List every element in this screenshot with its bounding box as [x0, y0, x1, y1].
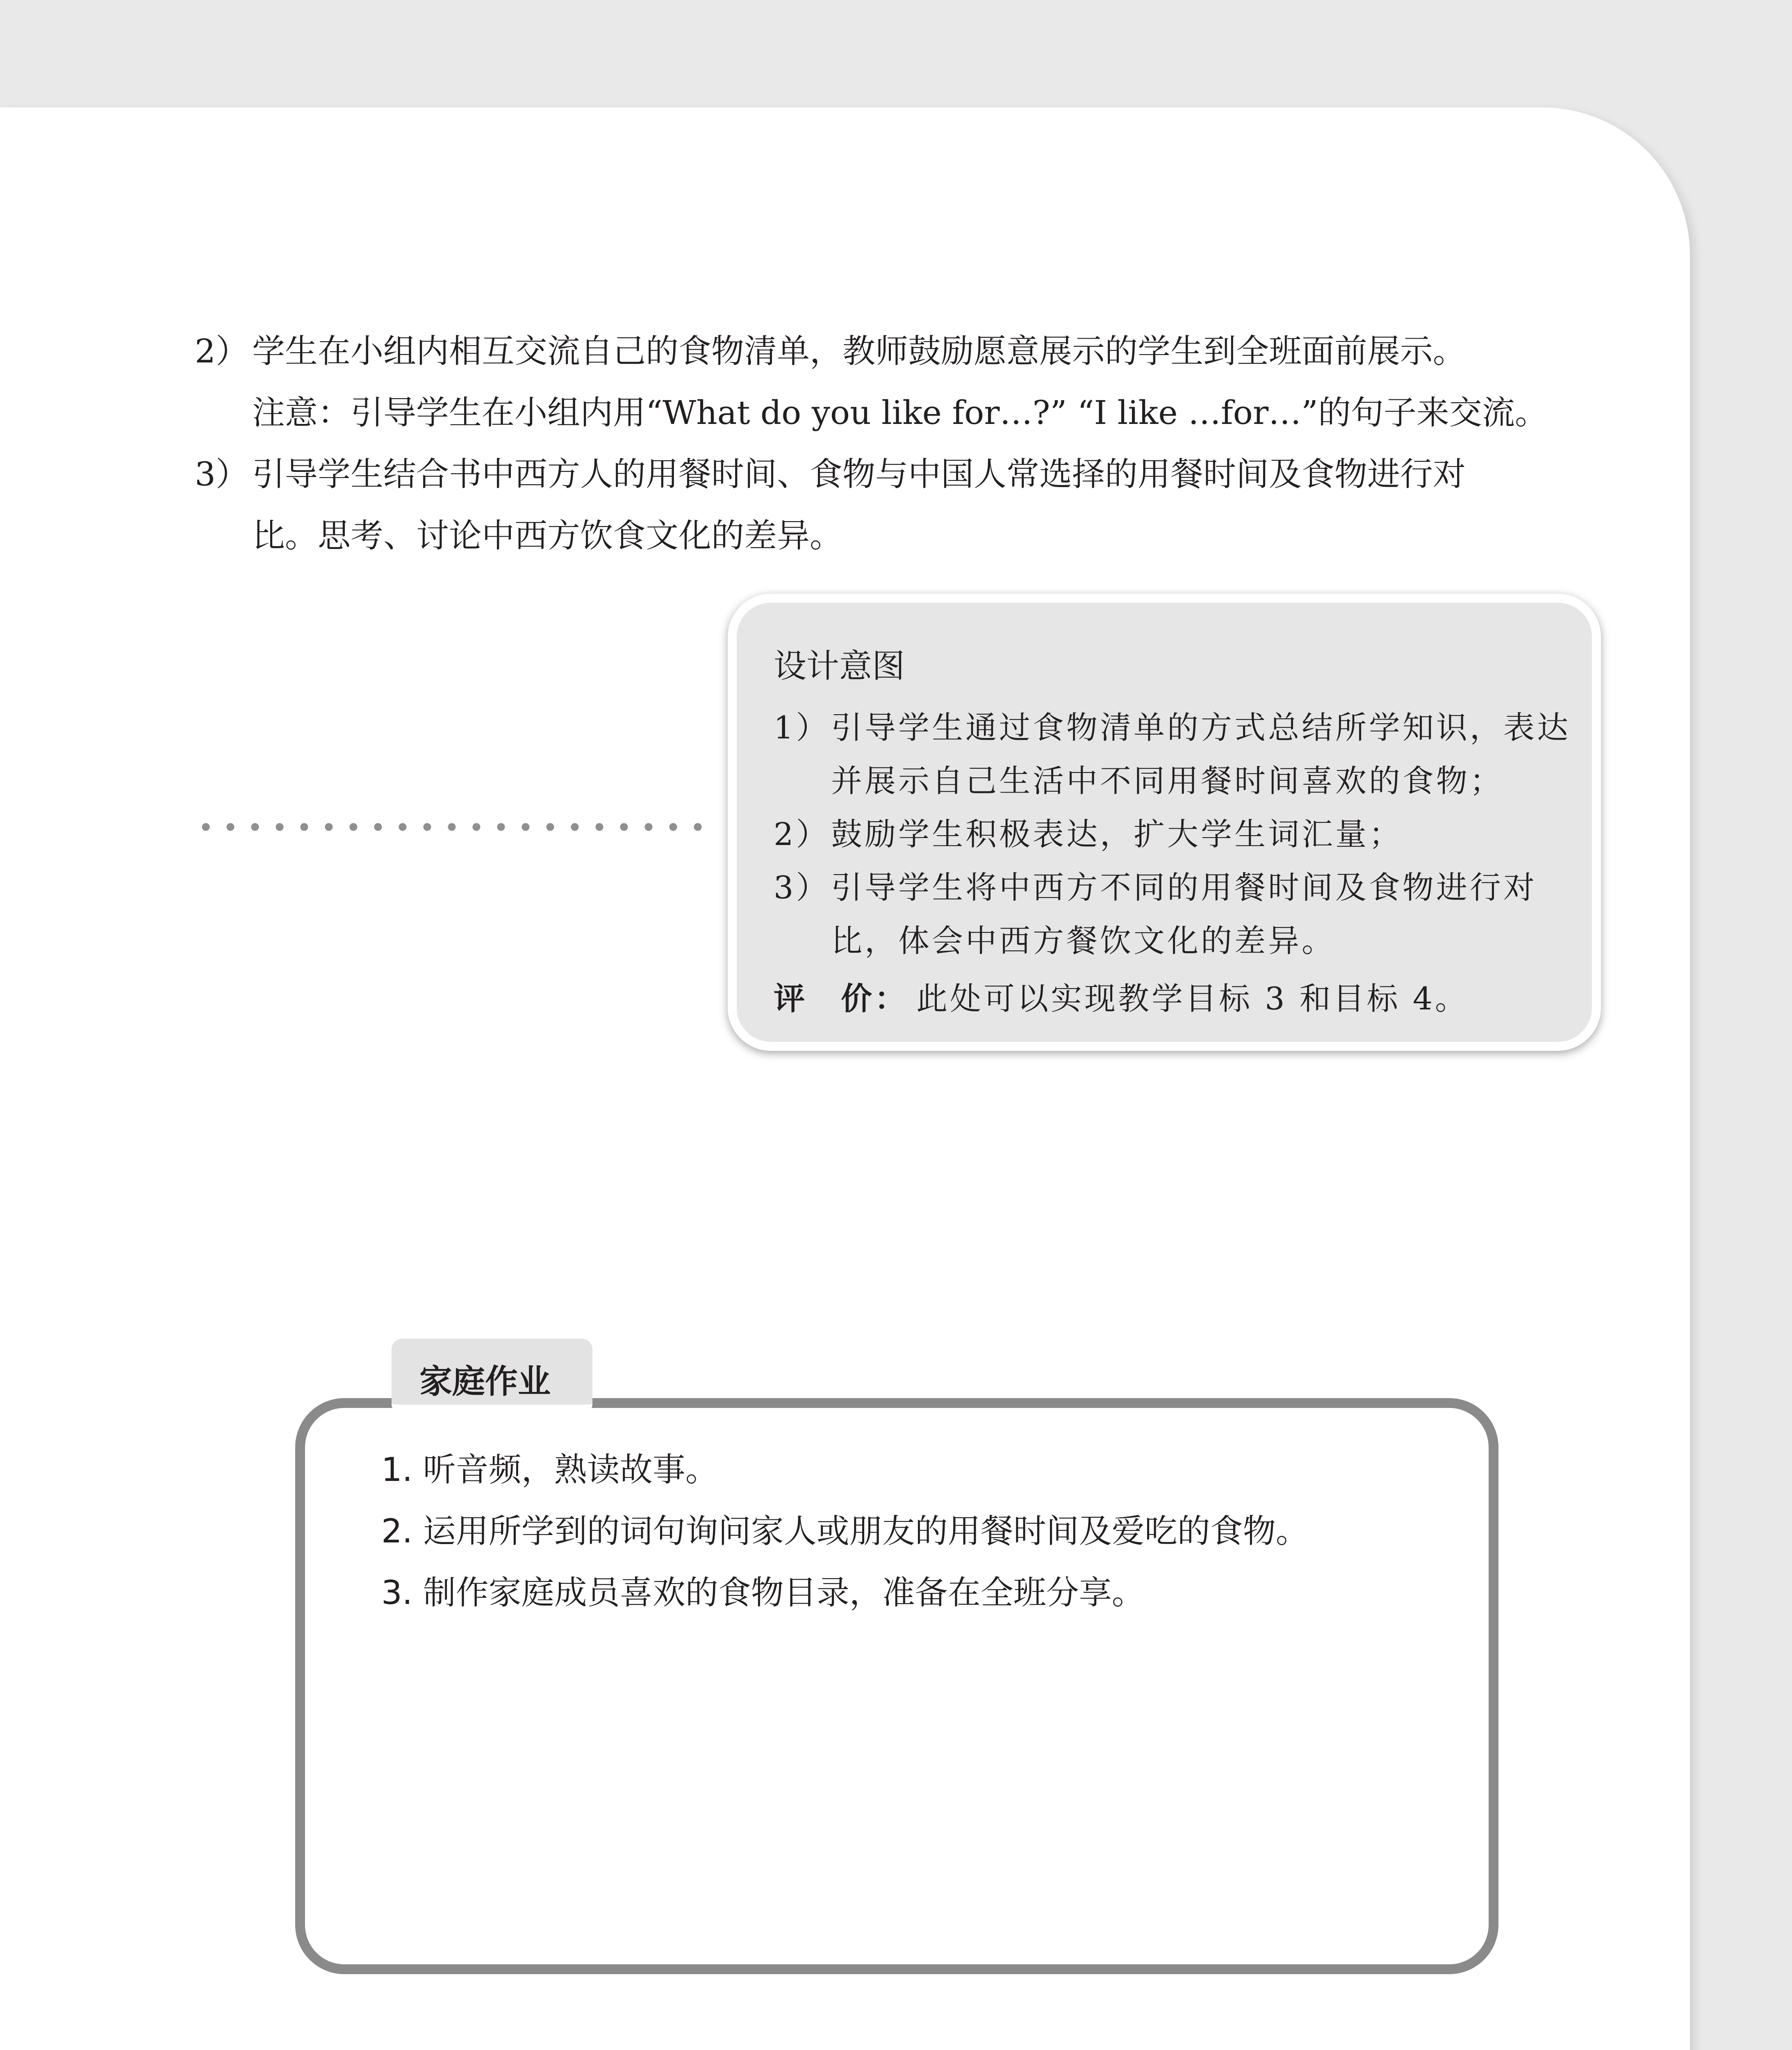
- main-step-list: [195, 321, 1654, 567]
- design-intent-title: 设计意图: [774, 647, 905, 685]
- homework-title: 家庭作业: [419, 1362, 551, 1401]
- list-item: 3. 制作家庭成员喜欢的食物目录，准备在全班分享。: [381, 1574, 1145, 1612]
- design-intent-box: [728, 594, 1601, 1051]
- item-text: 鼓励学生积极表达，扩大学生词汇量；: [831, 816, 1403, 852]
- evaluation-text: 此处可以实现教学目标 3 和目标 4。: [916, 980, 1469, 1017]
- dotted-connector: [194, 821, 706, 833]
- homework-list: [381, 1439, 1447, 1624]
- item-number: 3）: [195, 455, 248, 493]
- item-text: 引导学生通过食物清单的方式总结所学知识，表达并展示自己生活中不同用餐时间喜欢的食物；: [831, 709, 1571, 799]
- list-item: 1. 听音频，熟读故事。: [381, 1451, 718, 1489]
- item-text-line: 比。思考、讨论中西方饮食文化的差异。: [252, 517, 842, 555]
- list-item: [195, 444, 1654, 567]
- list-item: 2. 运用所学到的词句询问家人或朋友的用餐时间及爱吃的食物。: [381, 1512, 1309, 1550]
- item-number: 2）: [774, 816, 830, 852]
- item-number: 3）: [774, 869, 830, 906]
- item-text-line: 引导学生结合书中西方人的用餐时间、食物与中国人常选择的用餐时间及食物进行对: [252, 455, 1466, 493]
- item-text: 引导学生将中西方不同的用餐时间及食物进行对比，体会中西方餐饮文化的差异。: [831, 869, 1537, 959]
- list-item: [774, 861, 1577, 968]
- evaluation-label: 评 价：: [774, 980, 908, 1017]
- item-note: 注意：引导学生在小组内用“What do you like for…?” “I like …for…”的句子来交流。: [252, 394, 1548, 432]
- item-number: 2）: [195, 332, 248, 370]
- design-intent-list: [774, 701, 1577, 968]
- evaluation-line: [774, 974, 1469, 1018]
- list-item: [195, 321, 1654, 382]
- item-text: 学生在小组内相互交流自己的食物清单，教师鼓励愿意展示的学生到全班面前展示。: [252, 332, 1466, 370]
- homework-tab: [392, 1339, 592, 1414]
- list-item: [774, 808, 1577, 861]
- item-number: 1）: [774, 709, 830, 746]
- list-item: [774, 701, 1577, 808]
